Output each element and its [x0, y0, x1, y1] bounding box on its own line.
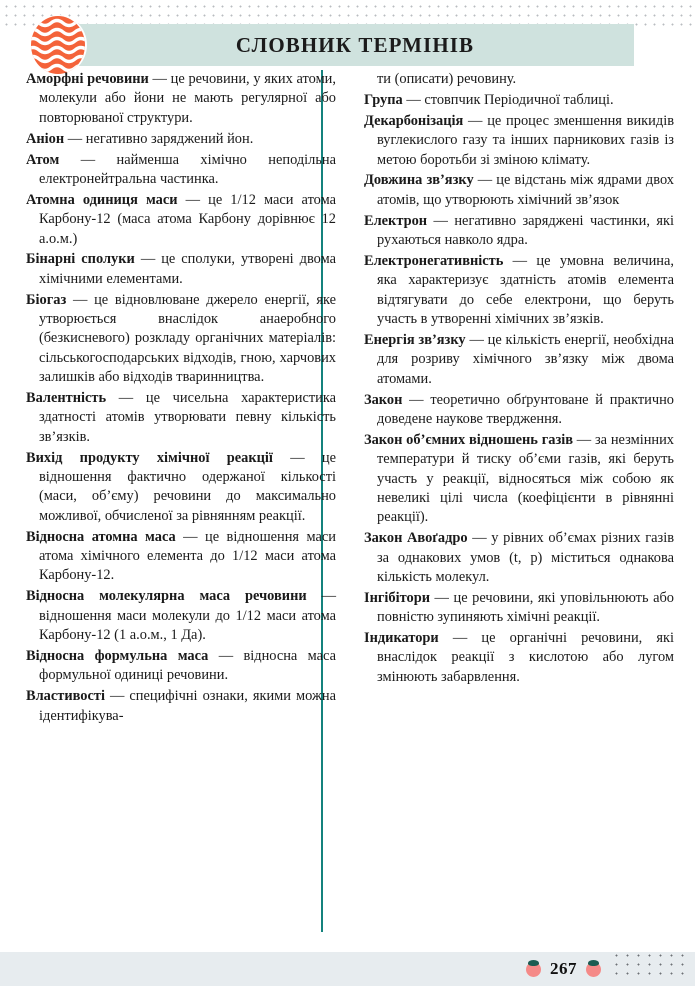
glossary-definition: — специфічні ознаки, якими можна ідентифікува- — [39, 688, 336, 724]
glossary-definition: — негативно заряджений йон. — [64, 130, 254, 147]
glossary-entry — [364, 589, 674, 628]
glossary-definition: — відносна маса формульної одиниці речовини. — [39, 647, 337, 684]
glossary-definition: — найменша хімічно неподільна електронейтральна частинка. — [39, 151, 336, 187]
glossary-term: Відносна молекулярна маса речовини — [26, 588, 307, 605]
glossary-entry — [26, 250, 336, 289]
glossary-term: Відносна атомна маса — [26, 528, 176, 545]
glossary-entry — [26, 191, 336, 249]
glossary-entry — [364, 91, 674, 110]
page-number-group — [526, 959, 601, 979]
glossary-definition: — це речовини, які уповільнюють або повністю зупиняють хімічні реакції. — [377, 589, 674, 626]
glossary-definition: — негативно заряджені частинки, які рухаються навколо ядра. — [377, 212, 674, 248]
glossary-definition: — відношення маси молекули до 1/12 маси атома Карбону-12 (1 а.о.м., 1 Да). — [39, 588, 336, 643]
berry-icon-right — [586, 962, 601, 977]
glossary-entry — [26, 587, 336, 645]
glossary-term: Атомна одиниця маси — [26, 191, 178, 208]
page-header — [0, 24, 695, 66]
glossary-term: Електрон — [364, 212, 428, 229]
glossary-definition: — це 1/12 маси атома Карбону-12 (маса атома Карбону дорівнює 12 а.о.м.) — [39, 191, 336, 247]
glossary-definition: — стовпчик Періодичної таблиці. — [402, 91, 614, 108]
glossary-term: Атом — [26, 151, 60, 168]
entry-continuation: ти (описати) речовину. — [377, 71, 517, 87]
glossary-definition: — це відновлюване джерело енергії, яке утворюється внаслідок анаеробного (безкисневого) розкладу органічних матеріалів: сільськогосподарських відходів, гною, харчових залишків або відходів тваринництва. — [39, 291, 336, 386]
glossary-term: Довжина зв’язку — [364, 172, 474, 189]
glossary-entry — [364, 171, 674, 210]
glossary-term: Електронегативність — [364, 252, 504, 269]
glossary-definition: — це органічні речовини, які внаслідок реакції з кислотою або лугом змінюють забарвлення. — [377, 630, 674, 685]
glossary-term: Індикатори — [364, 630, 439, 646]
glossary-entry — [364, 391, 674, 430]
glossary-term: Закон об’ємних відношень газів — [364, 431, 573, 448]
glossary-definition: — це умовна величина, яка характеризує здатність атомів елемента відтягувати до себе електрони, що беруть участь в утворенні хімічних зв’язків. — [377, 252, 674, 327]
glossary-entry — [364, 629, 674, 687]
glossary-definition: — теоретично обґрунтоване й практично доведене наукове твердження. — [377, 391, 674, 427]
glossary-term: Інгібітори — [364, 589, 430, 606]
glossary-term: Група — [364, 91, 403, 108]
glossary-definition: — це кількість енергії, необхідна для розриву хімічного зв’язку між двома атомами. — [377, 331, 674, 387]
glossary-entry — [26, 130, 336, 149]
glossary-definition: — це чисельна характеристика здатності атомів утворювати певну кількість зв’язків. — [39, 390, 336, 445]
glossary-entry — [26, 291, 336, 388]
glossary-term: Відносна формульна маса — [26, 647, 209, 664]
glossary-entry — [26, 70, 336, 128]
glossary-definition: — у рівних об’ємах різних газів за однакових умов (t, p) міститься однакова кількість молекул. — [377, 530, 675, 585]
glossary-entry — [364, 431, 674, 528]
glossary-entry — [364, 252, 674, 330]
glossary-definition: — це відношення маси атома хімічного елемента до 1/12 маси атома Карбону-12. — [39, 528, 336, 584]
glossary-definition: — це сполуки, утворені двома хімічними елементами. — [39, 251, 336, 287]
glossary-term: Закон — [364, 391, 403, 408]
glossary-term: Аніон — [26, 130, 65, 147]
glossary-term: Аморфні речовини — [26, 71, 149, 87]
glossary-entry — [26, 687, 336, 726]
glossary-term: Закон Авоґадро — [364, 530, 468, 547]
glossary-entry — [26, 151, 336, 190]
glossary-term: Валентність — [26, 390, 107, 406]
glossary-entry — [26, 647, 336, 686]
page-title: СЛОВНИК ТЕРМІНІВ — [235, 32, 475, 57]
glossary-column-right — [364, 70, 674, 932]
page-footer — [0, 952, 695, 986]
glossary-entry — [364, 212, 674, 251]
berry-icon-left — [526, 962, 541, 977]
glossary-term: Енергія зв’язку — [364, 331, 466, 348]
glossary-entry — [26, 528, 336, 586]
glossary-term: Властивості — [26, 688, 105, 705]
glossary-entry — [364, 112, 674, 170]
glossary-entry — [26, 389, 336, 447]
glossary-definition: — це відношення фактично одержаної кількості (маси, об’єму) речовини до максимально можливої, обчисленої за рівнянням реакції. — [39, 449, 336, 524]
glossary-term: Вихід продукту хімічної реакції — [26, 449, 273, 466]
glossary-definition: — це речовини, у яких атоми, молекули або йони не мають регулярної або повторюваної структури. — [39, 71, 336, 126]
footer-dot-pattern — [609, 949, 689, 977]
glossary-term: Бінарні сполуки — [26, 251, 135, 268]
glossary-content — [0, 70, 695, 932]
glossary-definition: — за незмінних температури й тиску об’єми газів, які беруть участь у реакції, відносяться між собою як невеликі цілі числа (коефіцієнти в рівнянні реакції). — [377, 431, 674, 526]
glossary-definition: — це процес зменшення викидів вуглекислого газу та інших парникових газів із метою боротьби зі зміною клімату. — [377, 112, 674, 168]
page-number: 267 — [550, 959, 577, 978]
glossary-column-left — [26, 70, 336, 932]
glossary-definition: — це відстань між ядрами двох атомів, що утворюють хімічний зв’язок — [377, 172, 674, 208]
glossary-entry — [26, 449, 336, 527]
glossary-term: Декарбонізація — [364, 112, 464, 129]
orange-wave-circle-logo-icon — [29, 15, 87, 75]
glossary-entry — [364, 529, 674, 587]
glossary-entry — [364, 331, 674, 389]
glossary-term: Біогаз — [26, 291, 67, 308]
